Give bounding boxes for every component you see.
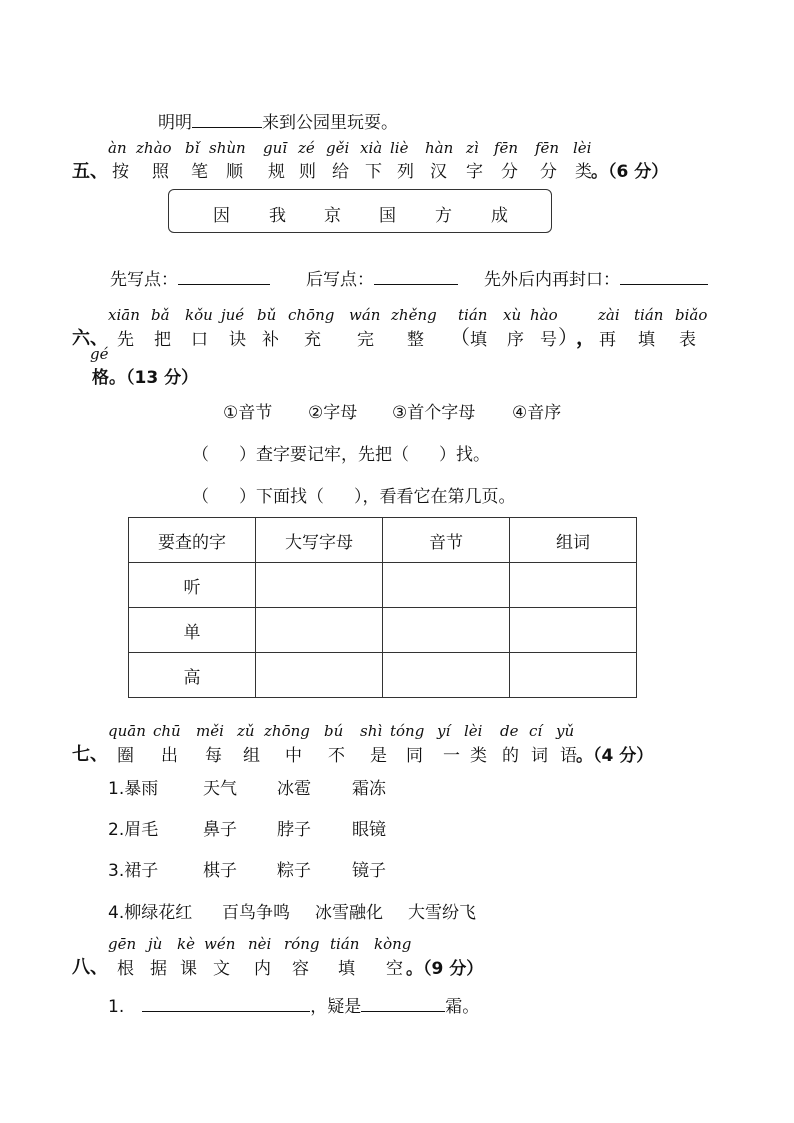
box-char: 我 bbox=[269, 206, 286, 226]
s6-rule-2 bbox=[192, 482, 516, 507]
s7-py: bú bbox=[324, 722, 344, 740]
top-sentence bbox=[158, 108, 398, 133]
top-blank[interactable] bbox=[192, 127, 262, 128]
s6-py: kǒu bbox=[185, 306, 213, 324]
fill-label: 先外后内再封口： bbox=[484, 270, 620, 290]
s8-py: jù bbox=[148, 935, 163, 953]
s5-number: 五、 bbox=[72, 161, 108, 182]
s5-char: 规 bbox=[268, 162, 285, 182]
s7-char: 语 bbox=[560, 746, 577, 766]
s6-line2: 格。（13 分） bbox=[92, 368, 199, 388]
s7-py: tóng bbox=[390, 722, 425, 740]
s7-char: 每 bbox=[205, 746, 222, 766]
s6-py: xù bbox=[503, 306, 522, 324]
s7-py: měi bbox=[196, 722, 224, 740]
rule-text: （ bbox=[192, 487, 209, 507]
table-cell-blank[interactable] bbox=[383, 563, 510, 608]
s6-rule-1 bbox=[192, 440, 490, 465]
s6-py: jué bbox=[221, 306, 245, 324]
table-row bbox=[129, 563, 637, 608]
s5-py: guī bbox=[263, 139, 288, 157]
table-cell-char: 听 bbox=[129, 563, 256, 608]
s8-char: 空 bbox=[386, 959, 403, 979]
box-char: 国 bbox=[379, 206, 396, 226]
s6-py: tián bbox=[634, 306, 664, 324]
s5-char: 汉 bbox=[430, 162, 447, 182]
word[interactable]: 鼻子 bbox=[203, 820, 237, 840]
s7-char: 圈 bbox=[117, 746, 134, 766]
table-cell-blank[interactable] bbox=[256, 653, 383, 698]
table-header: 大写字母 bbox=[256, 518, 383, 563]
s8-py: tián bbox=[330, 935, 360, 953]
table-cell-blank[interactable] bbox=[256, 563, 383, 608]
s7-py: quān bbox=[108, 722, 146, 740]
word[interactable]: 1.暴雨 bbox=[108, 779, 159, 799]
s7-py: shì bbox=[360, 722, 383, 740]
s6-py: bǎ bbox=[151, 306, 170, 324]
s7-char: 出 bbox=[161, 746, 178, 766]
table-header-row bbox=[129, 518, 637, 563]
s6-char: 口 bbox=[191, 330, 208, 350]
table-row bbox=[129, 608, 637, 653]
s6-char: 先 bbox=[117, 330, 134, 350]
s6-py: tián bbox=[458, 306, 488, 324]
s8-char: 内 bbox=[254, 959, 271, 979]
word[interactable]: 眼镜 bbox=[352, 820, 386, 840]
word[interactable]: 天气 bbox=[203, 779, 237, 799]
fill-label: 后写点： bbox=[306, 270, 374, 290]
word[interactable]: 冰雪融化 bbox=[315, 903, 383, 923]
s7-score: 。（4 分） bbox=[576, 746, 654, 766]
s8-char: 据 bbox=[150, 959, 167, 979]
s7-number: 七、 bbox=[72, 744, 108, 765]
s5-py: zì bbox=[466, 139, 479, 157]
s5-char: 类 bbox=[575, 162, 592, 182]
s6-py: gé bbox=[90, 345, 109, 363]
s8-py: kè bbox=[177, 935, 195, 953]
table-cell-char: 高 bbox=[129, 653, 256, 698]
s8-score: 。（9 分） bbox=[406, 959, 484, 979]
fill-blank[interactable] bbox=[374, 284, 458, 285]
s6-option: ①音节 bbox=[223, 403, 273, 423]
s5-char: 分 bbox=[540, 162, 557, 182]
s7-char: 不 bbox=[328, 746, 345, 766]
s5-py: xià bbox=[360, 139, 383, 157]
s5-py: hàn bbox=[425, 139, 454, 157]
s5-fill-2 bbox=[306, 265, 458, 290]
s5-py: bǐ bbox=[185, 139, 200, 157]
s5-char: 按 bbox=[112, 162, 129, 182]
s5-py: àn bbox=[108, 139, 127, 157]
s8-question-1 bbox=[108, 992, 479, 1017]
s6-char: ） bbox=[558, 325, 578, 349]
s5-fill-1 bbox=[110, 265, 270, 290]
lookup-table bbox=[128, 517, 637, 698]
s6-char: 整 bbox=[407, 330, 424, 350]
s6-option: ②字母 bbox=[308, 403, 358, 423]
s5-char: 字 bbox=[466, 162, 483, 182]
s5-py: zé bbox=[298, 139, 315, 157]
s8-char: 填 bbox=[338, 959, 355, 979]
s7-py: chū bbox=[153, 722, 181, 740]
s6-char: 充 bbox=[304, 330, 321, 350]
rule-text: ），看看它在第几页。 bbox=[354, 487, 516, 507]
s5-py: fēn bbox=[535, 139, 560, 157]
s6-char: 号 bbox=[540, 330, 557, 350]
rule-text: ）查字要记牢，先把（ bbox=[239, 445, 409, 465]
s5-py: liè bbox=[390, 139, 409, 157]
box-char: 成 bbox=[491, 206, 508, 226]
s6-char: 表 bbox=[679, 330, 696, 350]
s7-char: 的 bbox=[502, 746, 519, 766]
s5-char: 顺 bbox=[226, 162, 243, 182]
s7-char: 组 bbox=[243, 746, 260, 766]
q-text: 霜。 bbox=[445, 997, 480, 1017]
s6-char: 再 bbox=[599, 330, 616, 350]
s5-char: 给 bbox=[332, 162, 349, 182]
s5-py: lèi bbox=[573, 139, 592, 157]
s6-char: 填 bbox=[470, 330, 487, 350]
s8-char: 容 bbox=[292, 959, 309, 979]
top-prefix: 明明 bbox=[158, 113, 192, 133]
word[interactable]: 棋子 bbox=[203, 861, 237, 881]
s5-char: 分 bbox=[501, 162, 518, 182]
s5-py: shùn bbox=[209, 139, 246, 157]
rule-text: （ bbox=[192, 445, 209, 465]
s6-char: （ bbox=[450, 325, 470, 349]
fill-label: 先写点： bbox=[110, 270, 178, 290]
s6-number: 六、 bbox=[72, 328, 108, 349]
s6-char: 诀 bbox=[229, 330, 246, 350]
fill-blank[interactable] bbox=[178, 284, 270, 285]
s5-char: 照 bbox=[152, 162, 169, 182]
word[interactable]: 脖子 bbox=[277, 820, 311, 840]
answer-blank[interactable] bbox=[142, 1011, 310, 1012]
table-cell-blank[interactable] bbox=[510, 653, 637, 698]
s8-py: kòng bbox=[374, 935, 412, 953]
s6-py: bǔ bbox=[257, 306, 277, 324]
s7-py: de bbox=[500, 722, 519, 740]
table-header: 组词 bbox=[510, 518, 637, 563]
s8-py: nèi bbox=[248, 935, 272, 953]
s8-py: wén bbox=[204, 935, 236, 953]
table-cell-blank[interactable] bbox=[383, 653, 510, 698]
s5-char: 列 bbox=[397, 162, 414, 182]
s6-py: biǎo bbox=[675, 306, 708, 324]
word[interactable]: 冰雹 bbox=[277, 779, 311, 799]
s6-char: 填 bbox=[638, 330, 655, 350]
s5-score: 。（6 分） bbox=[591, 162, 669, 182]
s6-char: 把 bbox=[154, 330, 171, 350]
s7-py: cí bbox=[529, 722, 543, 740]
s5-py: zhào bbox=[136, 139, 172, 157]
s6-char: ， bbox=[576, 325, 596, 349]
table-cell-blank[interactable] bbox=[510, 563, 637, 608]
table-header: 音节 bbox=[383, 518, 510, 563]
top-suffix: 来到公园里玩耍。 bbox=[262, 113, 398, 133]
word[interactable]: 霜冻 bbox=[352, 779, 386, 799]
s8-char: 文 bbox=[213, 959, 230, 979]
word[interactable]: 3.裙子 bbox=[108, 861, 159, 881]
word[interactable]: 粽子 bbox=[277, 861, 311, 881]
box-char: 因 bbox=[213, 206, 230, 226]
s7-char: 中 bbox=[285, 746, 302, 766]
s5-fill-3 bbox=[484, 265, 708, 290]
s6-char: 序 bbox=[507, 330, 524, 350]
q-number: 1. bbox=[108, 997, 125, 1017]
word[interactable]: 大雪纷飞 bbox=[408, 903, 476, 923]
s5-py: fēn bbox=[494, 139, 519, 157]
s8-py: róng bbox=[284, 935, 320, 953]
s5-char: 笔 bbox=[191, 162, 208, 182]
word[interactable]: 2.眉毛 bbox=[108, 820, 159, 840]
s7-py: zhōng bbox=[264, 722, 310, 740]
s6-py: chōng bbox=[288, 306, 335, 324]
s6-py: hào bbox=[530, 306, 558, 324]
fill-blank[interactable] bbox=[620, 284, 708, 285]
s7-py: zǔ bbox=[237, 722, 255, 740]
table-row bbox=[129, 653, 637, 698]
s8-char: 根 bbox=[117, 959, 134, 979]
s7-py: yǔ bbox=[556, 722, 575, 740]
s6-char: 补 bbox=[262, 330, 279, 350]
table-header: 要查的字 bbox=[129, 518, 256, 563]
s5-char: 下 bbox=[365, 162, 382, 182]
s7-char: 是 bbox=[370, 746, 387, 766]
box-char: 方 bbox=[435, 206, 452, 226]
s8-number: 八、 bbox=[72, 957, 108, 978]
s7-char: 同 bbox=[406, 746, 423, 766]
character-box bbox=[168, 189, 552, 233]
s7-char: 类 bbox=[470, 746, 487, 766]
word[interactable]: 百鸟争鸣 bbox=[222, 903, 290, 923]
s6-py: zài bbox=[598, 306, 620, 324]
s5-char: 则 bbox=[299, 162, 316, 182]
s7-char: 一 bbox=[443, 746, 460, 766]
box-char: 京 bbox=[324, 206, 341, 226]
s6-option: ③首个字母 bbox=[392, 403, 476, 423]
word[interactable]: 4.柳绿花红 bbox=[108, 903, 193, 923]
table-cell-blank[interactable] bbox=[383, 608, 510, 653]
s7-py: yí bbox=[437, 722, 451, 740]
s6-py: xiān bbox=[108, 306, 140, 324]
s6-option: ④音序 bbox=[512, 403, 562, 423]
table-cell-blank[interactable] bbox=[256, 608, 383, 653]
s5-py: gěi bbox=[326, 139, 350, 157]
s8-py: gēn bbox=[108, 935, 137, 953]
s6-py: wán bbox=[349, 306, 381, 324]
q-text: ，疑是 bbox=[310, 997, 362, 1017]
table-cell-char: 单 bbox=[129, 608, 256, 653]
s6-char: 完 bbox=[357, 330, 374, 350]
s8-char: 课 bbox=[180, 959, 197, 979]
rule-text: ）找。 bbox=[439, 445, 490, 465]
s7-char: 词 bbox=[531, 746, 548, 766]
table-cell-blank[interactable] bbox=[510, 608, 637, 653]
rule-text: ）下面找（ bbox=[239, 487, 324, 507]
word[interactable]: 镜子 bbox=[352, 861, 386, 881]
s6-py: zhěng bbox=[391, 306, 437, 324]
answer-blank[interactable] bbox=[361, 1011, 445, 1012]
s7-py: lèi bbox=[464, 722, 483, 740]
